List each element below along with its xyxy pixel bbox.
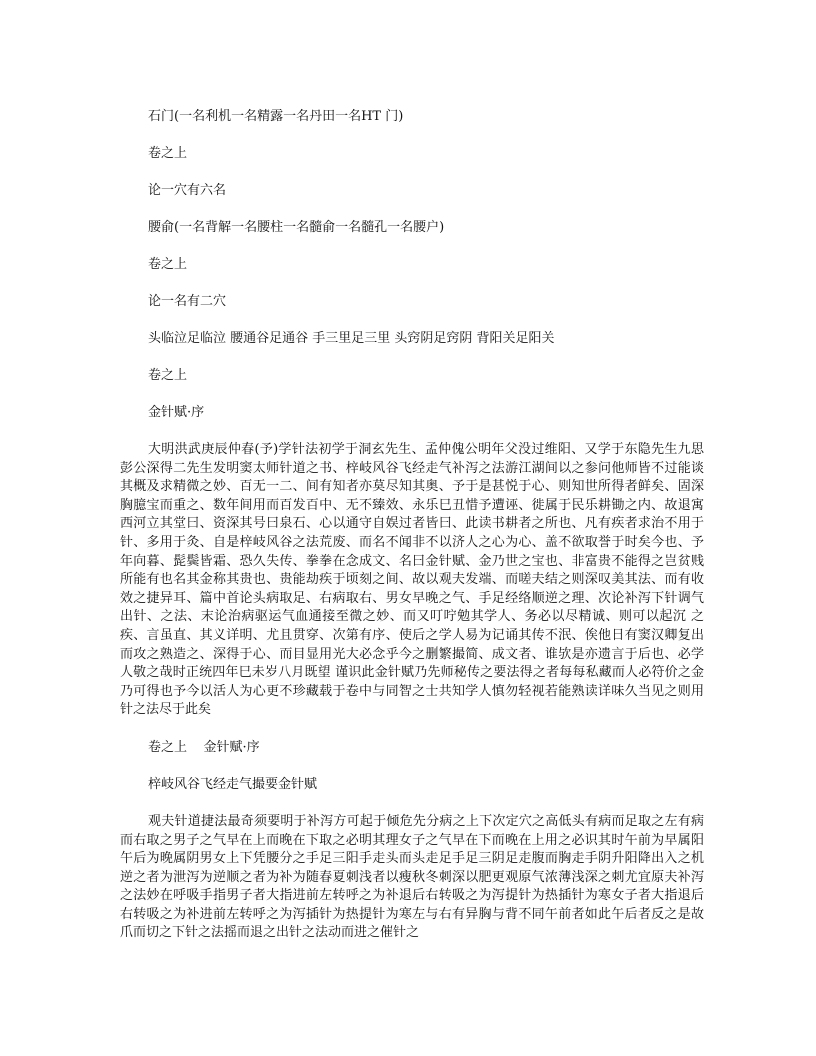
preface-paragraph: 大明洪武庚辰仲春(予)学针法初学于洞玄先生、孟仲傀公明年父没过维阳、又学于东隐先生九思彭公深得二先生发明窦太师针道之书、梓岐风谷飞经走气补泻之法游江湖间以之参问他师皆不过能谈其概及求精微之妙、百无一二、间有知者亦莫尽知其奥、予于是甚悦于心、则知世所得者鲜矣、固深胸臆宝而重之、数年间用而百发百中、无不臻效、永乐巳丑惜予遭诬、徙属于民乐耕锄之内、故退寓西河立其堂曰、资深其号曰泉石、心以通守自娱过者皆曰、此读书耕者之所也、凡有疾者求治不用于针、多用于灸、自是梓岐风谷之法荒废、而名不闻非不以济人之心为心、盖不欲取誉于时矣今也、予年向暮、髭鬓皆霜、恐久失传、拳拳在念成文、名曰金针赋、金乃世之宝也、非富贵不能得之岂贫贱所能有也名其金称其贵也、贵能劫疾于顷刻之间、故以观夫发端、而嗟夫结之则深叹美其法、而有收效之捷异耳、篇中首论头病取足、右病取右、男女早晚之气、手足经络顺逆之理、次论补泻下针调气出针、之法、末论治病驱运气血通接至微之妙、而又叮咛勉其学人、务必以尽精诚、则可以起沉 之疾、言虽直、其义详明、尤且贯穿、次第有序、使后之学人易为记诵其传不泯、俟他日有窦汉卿复出而攻之熟造之、深得于心、而目显用光大必念乎今之删繁撮简、成文者、谁欤是亦遗言于后也、必学人敬之哉时正统四年巳未岁八月既望 谨识此金针赋乃先师秘传之要法得之者每每私藏而人必符价之金乃可得也予今以活人为心更不珍藏载于卷中与同智之士共知学人慎勿轻视若能熟读详味久当见之则用针之法尽于此矣 (120, 442, 704, 718)
document-body (120, 108, 704, 962)
volume-label: 卷之上 (148, 146, 188, 161)
main-paragraph: 观夫针道捷法最奇须要明于补泻方可起于倾危先分病之上下次定穴之高低头有病而足取之左有病而右取之男子之气早在上而晚在下取之必明其理女子之气早在下而晚在上用之必识其时午前为早属阳午后为晚属阴男女上下凭腰分之手足三阳手走头而头走足手足三阴足走腹而胸走手阴升阳降出入之机逆之者为泄泻为逆顺之者为补为随春夏刺浅者以瘦秋冬刺深以肥更观原气浓薄浅深之刺尤宜原夫补泻之法妙在呼吸手指男子者大指进前左转呼之为补退后右转吸之为泻提针为热插针为寒女子者大指退后右转吸之为补进前左转呼之为泻插针为热提针为寒左与右有异胸与背不同午前者如此午后者反之是故爪而切之下针之法摇而退之出针之法动而进之催针之 (120, 813, 704, 941)
section-label: 卷之上 金针赋·序 (148, 739, 260, 755)
preface-title: 金针赋·序 (148, 405, 205, 420)
section-heading: 论一名有二穴 (148, 294, 227, 309)
volume-label: 卷之上 (148, 368, 188, 383)
section-heading: 论一穴有六名 (148, 183, 227, 198)
heading-shimen: 石门(一名利机一名精露一名丹田一名HT 门) (148, 109, 404, 124)
heading-yaoshu: 腰俞(一名背解一名腰柱一名髓俞一名髓孔一名腰户) (148, 220, 445, 235)
volume-label: 卷之上 (148, 257, 188, 272)
acupoint-list: 头临泣足临泣 腰通谷足通谷 手三里足三里 头窍阴足窍阴 背阳关足阳关 (148, 331, 555, 346)
section-title: 梓岐风谷飞经走气撮要金针赋 (148, 776, 318, 792)
